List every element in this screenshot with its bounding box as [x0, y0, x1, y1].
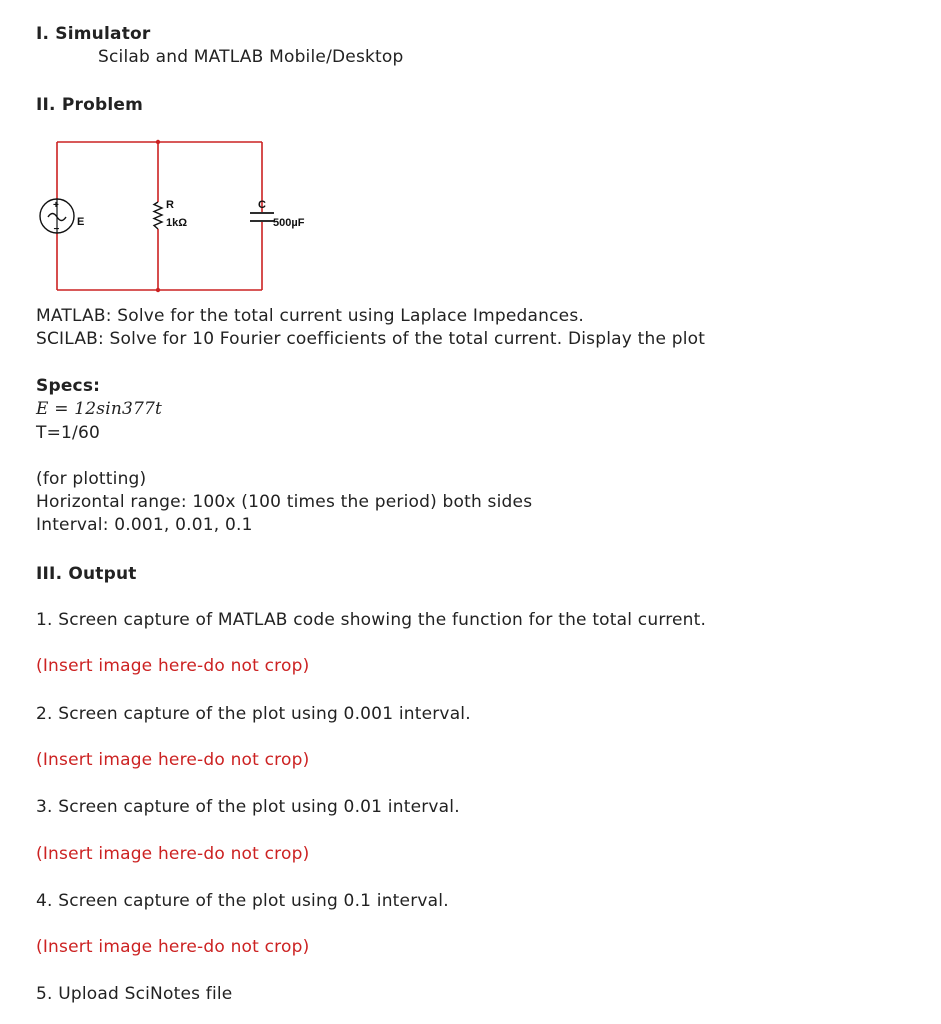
output-item-3: 3. Screen capture of the plot using 0.01 interval. [36, 797, 460, 817]
image-placeholder-1: (Insert image here-do not crop) [36, 656, 310, 676]
resistor-symbol [154, 202, 162, 229]
source-label: E [77, 216, 85, 228]
capacitor-label: C [258, 199, 266, 211]
ac-source-symbol [40, 199, 74, 235]
resistor-value: 1kΩ [166, 217, 188, 229]
section-problem-heading: II. Problem [36, 95, 143, 115]
image-placeholder-4: (Insert image here-do not crop) [36, 937, 310, 957]
section-simulator-heading: I. Simulator [36, 24, 151, 44]
junction-top [156, 140, 160, 144]
svg-text:−: − [53, 224, 60, 235]
image-placeholder-3: (Insert image here-do not crop) [36, 844, 310, 864]
specs-period: T=1/60 [36, 423, 101, 443]
scilab-task: SCILAB: Solve for 10 Fourier coefficients of the total current. Display the plot [36, 329, 706, 349]
output-item-2: 2. Screen capture of the plot using 0.001 interval. [36, 704, 471, 724]
output-item-4: 4. Screen capture of the plot using 0.1 interval. [36, 891, 449, 911]
plotting-range: Horizontal range: 100x (100 times the period) both sides [36, 492, 533, 512]
circuit-diagram [30, 135, 330, 295]
capacitor-symbol [250, 213, 274, 221]
svg-text:+: + [53, 200, 59, 211]
output-item-5: 5. Upload SciNotes file [36, 984, 233, 1004]
specs-equation: E = 12sin377t [36, 399, 163, 419]
specs-heading: Specs: [36, 376, 101, 396]
matlab-task: MATLAB: Solve for the total current using Laplace Impedances. [36, 306, 584, 326]
output-item-1: 1. Screen capture of MATLAB code showing the function for the total current. [36, 610, 707, 630]
capacitor-value: 500µF [273, 217, 305, 229]
simulator-description: Scilab and MATLAB Mobile/Desktop [98, 47, 404, 67]
resistor-label: R [166, 199, 174, 211]
plotting-note: (for plotting) [36, 469, 147, 489]
junction-bottom [156, 288, 160, 292]
image-placeholder-2: (Insert image here-do not crop) [36, 750, 310, 770]
section-output-heading: III. Output [36, 564, 137, 584]
plotting-interval: Interval: 0.001, 0.01, 0.1 [36, 515, 253, 535]
